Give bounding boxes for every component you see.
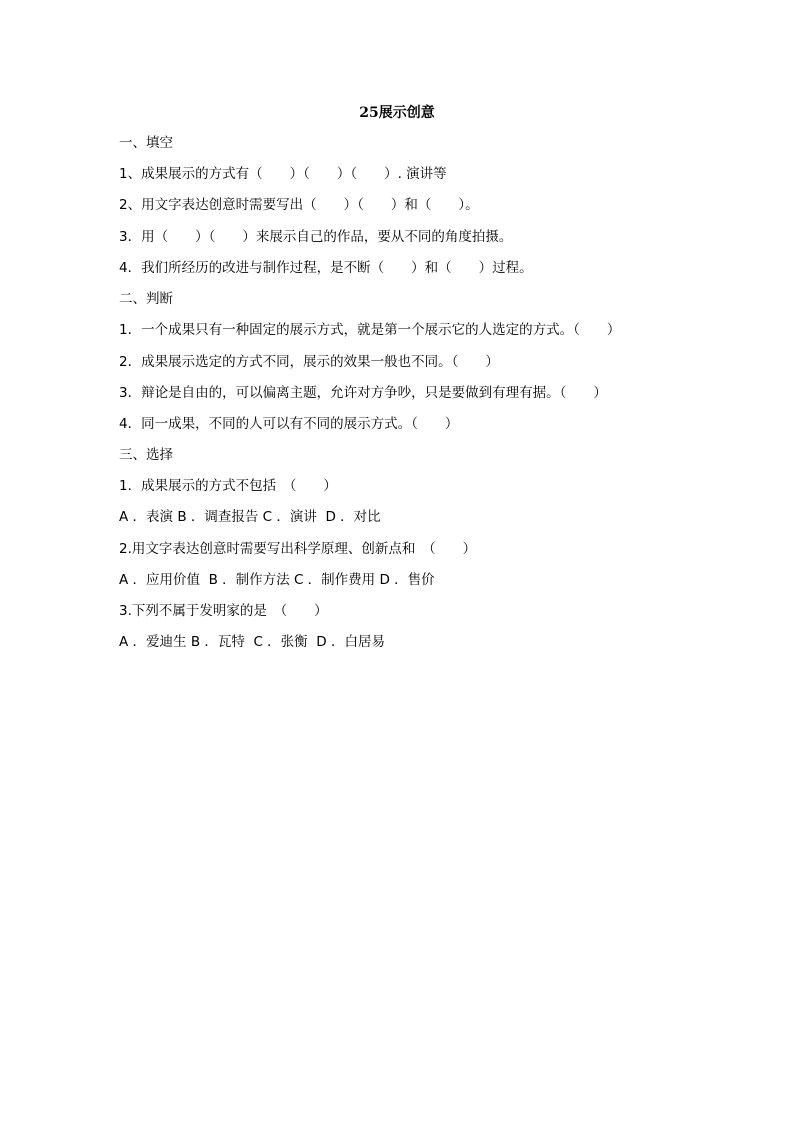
choice-question-2: 2.用文字表达创意时需要写出科学原理、创新点和 （ ）	[119, 541, 477, 557]
true-false-question-2: 2．成果展示选定的方式不同，展示的效果一般也不同。（ ）	[119, 354, 499, 370]
true-false-question-3: 3．辩论是自由的，可以偏离主题，允许对方争吵，只是要做到有理有据。（ ）	[119, 385, 607, 401]
choice-question-3: 3.下列不属于发明家的是 （ ）	[119, 603, 328, 619]
fill-blank-question-4: 4．我们所经历的改进与制作过程，是不断（ ）和（ ）过程。	[119, 260, 533, 276]
choice-question-1: 1．成果展示的方式不包括 （ ）	[119, 478, 337, 494]
choice-options-2: A ．应用价值 B ．制作方法 C ．制作费用 D ．售价	[119, 572, 435, 588]
true-false-question-1: 1．一个成果只有一种固定的展示方式，就是第一个展示它的人选定的方式。（ ）	[119, 322, 621, 338]
fill-blank-question-3: 3．用（ ）（ ）来展示自己的作品，要从不同的角度拍摄。	[119, 229, 513, 245]
section-heading-multiple-choice: 三、选择	[119, 447, 173, 463]
choice-options-3: A ．爱迪生 B ．瓦特 C ．张衡 D ．白居易	[119, 634, 385, 650]
fill-blank-question-1: 1、成果展示的方式有（ ）（ ）（ ）. 演讲等	[119, 166, 447, 182]
section-heading-fill-blank: 一、填空	[119, 135, 173, 151]
document-title: 25展示创意	[359, 105, 435, 121]
section-heading-true-false: 二、判断	[119, 291, 173, 307]
fill-blank-question-2: 2、用文字表达创意时需要写出（ ）（ ）和（ ）。	[119, 197, 479, 213]
choice-options-1: A ．表演 B ．调查报告 C ．演讲 D ．对比	[119, 509, 381, 525]
true-false-question-4: 4．同一成果，不同的人可以有不同的展示方式。（ ）	[119, 416, 459, 432]
